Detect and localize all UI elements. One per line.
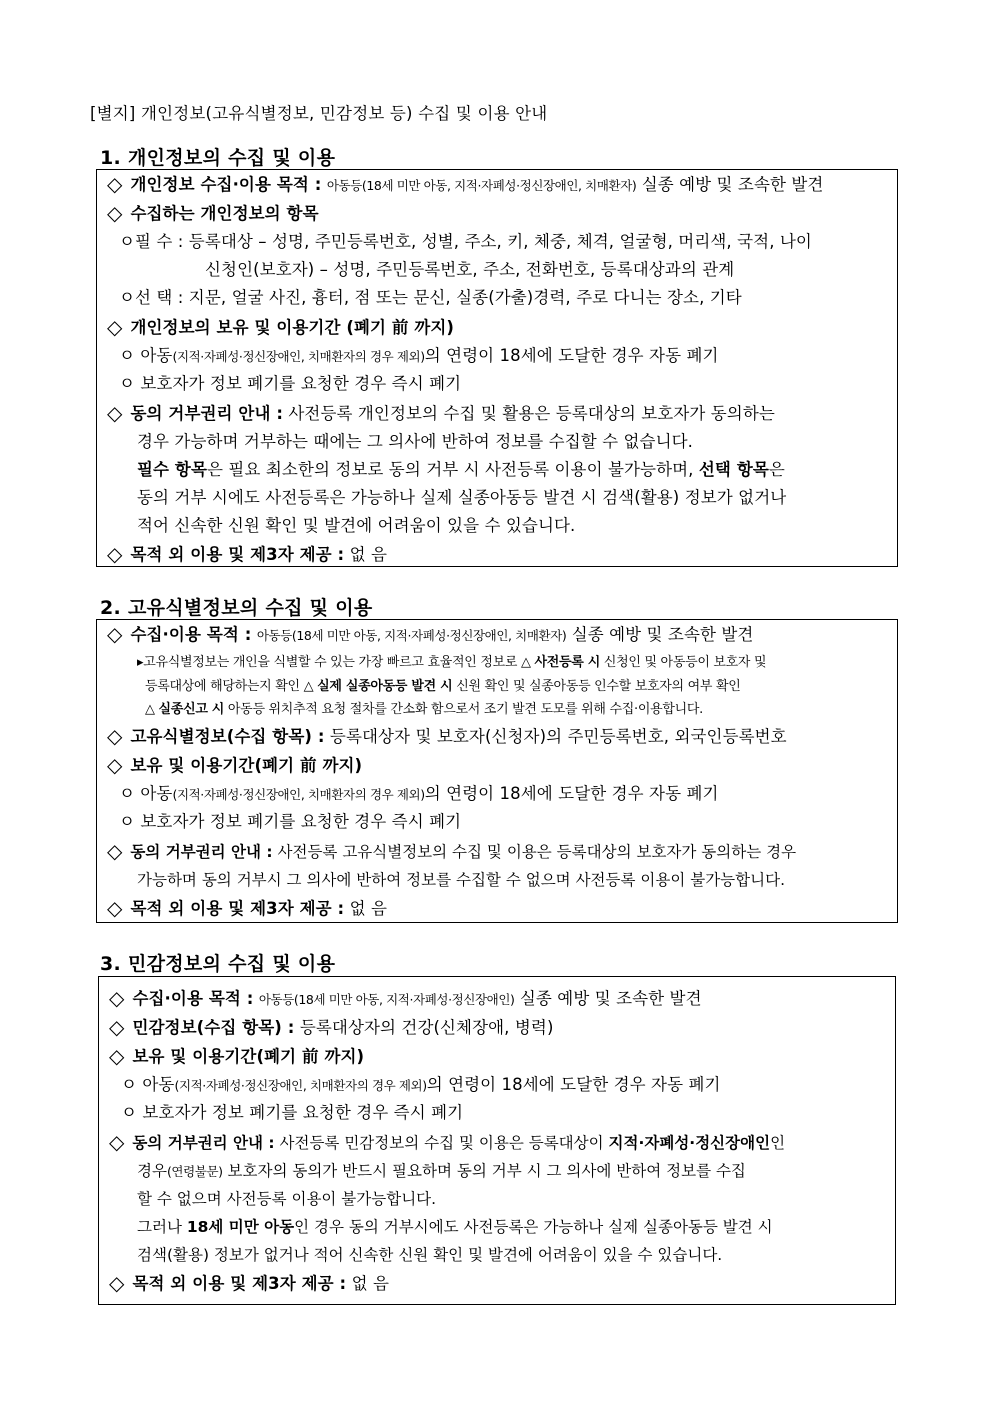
- s1-refuse-line-4: 동의 거부 시에도 사전등록은 가능하나 실제 실종아동등 발견 시 검색(활용) 정보가 없거나: [137, 488, 787, 507]
- diamond-icon: ◇: [107, 542, 123, 566]
- s2-retention-heading: ◇ 보유 및 이용기간(폐기 前 까지): [107, 753, 363, 777]
- section-3-title: 3. 민감정보의 수집 및 이용: [100, 953, 336, 975]
- diamond-icon: ◇: [109, 1044, 125, 1068]
- diamond-icon: ◇: [109, 1015, 125, 1039]
- s1-retention-2: ㅇ 보호자가 정보 폐기를 요청한 경우 즉시 폐기: [119, 374, 462, 393]
- s2-refuse-line-2: 가능하며 동의 거부시 그 의사에 반하여 정보를 수집할 수 없으며 사전등록 이용이 불가능합니다.: [137, 871, 786, 889]
- s2-note-line-2: 등록대상에 해당하는지 확인 △ 실제 실종아동등 발견 시 신원 확인 및 실종아동등 인수할 보호자의 여부 확인: [145, 679, 741, 694]
- s3-refuse-line-5: 검색(활용) 정보가 없거나 적어 신속한 신원 확인 및 발견에 어려움이 있을 수 있습니다.: [137, 1246, 723, 1264]
- s1-refuse-line-3: 필수 항목은 필요 최소한의 정보로 동의 거부 시 사전등록 이용이 불가능하며, 선택 항목은: [137, 460, 785, 479]
- s3-refuse-line-1: ◇ 동의 거부권리 안내 : 사전등록 민감정보의 수집 및 이용은 등록대상이 지적·자폐성·정신장애인인: [109, 1130, 786, 1154]
- s2-note-line-3: △ 실종신고 시 아동등 위치추적 요청 절차를 간소화 함으로서 조기 발견 도모를 위해 수집·이용합니다.: [145, 702, 703, 717]
- s1-refuse-line-2: 경우 가능하며 거부하는 때에는 그 의사에 반하여 정보를 수집할 수 없습니다.: [137, 432, 694, 451]
- s3-refuse-line-3: 할 수 없으며 사전등록 이용이 불가능합니다.: [137, 1190, 437, 1208]
- s1-items-heading: ◇ 수집하는 개인정보의 항목: [107, 201, 319, 225]
- s1-required-line-2: 신청인(보호자) – 성명, 주민등록번호, 주소, 전화번호, 등록대상과의 관계: [205, 260, 735, 279]
- s3-retention-heading: ◇ 보유 및 이용기간(폐기 前 까지): [109, 1044, 365, 1068]
- section-2-title: 2. 고유식별정보의 수집 및 이용: [100, 597, 373, 619]
- diamond-icon: ◇: [107, 896, 123, 920]
- diamond-icon: ◇: [107, 753, 123, 777]
- diamond-icon: ◇: [109, 986, 125, 1010]
- s1-required-line-1: ㅇ필 수 : 등록대상 – 성명, 주민등록번호, 성별, 주소, 키, 체중, 체격, 얼굴형, 머리색, 국적, 나이: [119, 232, 812, 251]
- s3-purpose-row: ◇ 수집·이용 목적 : 아동등(18세 미만 아동, 지적·자폐성·정신장애인) 실종 예방 및 조속한 발견: [109, 986, 702, 1010]
- diamond-icon: ◇: [107, 172, 123, 196]
- s2-third-party: ◇ 목적 외 이용 및 제3자 제공 : 없 음: [107, 896, 388, 920]
- section-1-box: [96, 169, 898, 567]
- diamond-icon: ◇: [107, 622, 123, 646]
- s2-retention-2: ㅇ 보호자가 정보 폐기를 요청한 경우 즉시 폐기: [119, 812, 462, 831]
- s3-refuse-line-2: 경우(연령불문) 보호자의 동의가 반드시 필요하며 동의 거부 시 그 의사에 반하여 정보를 수집: [137, 1162, 746, 1180]
- s1-refuse-line-5: 적어 신속한 신원 확인 및 발견에 어려움이 있을 수 있습니다.: [137, 516, 576, 535]
- s1-retention-1: ㅇ 아동(지적·자폐성·정신장애인, 치매환자의 경우 제외)의 연령이 18세에 도달한 경우 자동 폐기: [119, 346, 719, 365]
- diamond-icon: ◇: [107, 401, 123, 425]
- section-3-box: [98, 976, 896, 1305]
- page-title: [별지] 개인정보(고유식별정보, 민감정보 등) 수집 및 이용 안내: [90, 104, 548, 123]
- diamond-icon: ◇: [109, 1130, 125, 1154]
- s2-note-line-1: ▸고유식별정보는 개인을 식별할 수 있는 가장 빠르고 효율적인 정보로 △ 사전등록 시 신청인 및 아동등이 보호자 및: [137, 655, 767, 670]
- s3-third-party: ◇ 목적 외 이용 및 제3자 제공 : 없 음: [109, 1271, 390, 1295]
- s1-retention-heading: ◇ 개인정보의 보유 및 이용기간 (폐기 前 까지): [107, 315, 455, 339]
- diamond-icon: ◇: [107, 839, 123, 863]
- s3-items-row: ◇ 민감정보(수집 항목) : 등록대상자의 건강(신체장애, 병력): [109, 1015, 554, 1039]
- s1-optional-line: ㅇ선 택 : 지문, 얼굴 사진, 흉터, 점 또는 문신, 실종(가출)경력, 주로 다니는 장소, 기타: [119, 288, 742, 307]
- s1-refuse-line-1: ◇ 동의 거부권리 안내 : 사전등록 개인정보의 수집 및 활용은 등록대상의 보호자가 동의하는: [107, 401, 775, 425]
- diamond-icon: ◇: [107, 201, 123, 225]
- s3-retention-1: ㅇ 아동(지적·자폐성·정신장애인, 치매환자의 경우 제외)의 연령이 18세에 도달한 경우 자동 폐기: [121, 1075, 721, 1094]
- s2-items-row: ◇ 고유식별정보(수집 항목) : 등록대상자 및 보호자(신청자)의 주민등록번호, 외국인등록번호: [107, 724, 787, 748]
- s3-retention-2: ㅇ 보호자가 정보 폐기를 요청한 경우 즉시 폐기: [121, 1103, 464, 1122]
- s2-retention-1: ㅇ 아동(지적·자폐성·정신장애인, 치매환자의 경우 제외)의 연령이 18세에 도달한 경우 자동 폐기: [119, 784, 719, 803]
- s2-purpose-row: ◇ 수집·이용 목적 : 아동등(18세 미만 아동, 지적·자폐성·정신장애인, 치매환자) 실종 예방 및 조속한 발견: [107, 622, 754, 646]
- section-1-title: 1. 개인정보의 수집 및 이용: [100, 147, 336, 169]
- diamond-icon: ◇: [109, 1271, 125, 1295]
- diamond-icon: ◇: [107, 315, 123, 339]
- s1-third-party: ◇ 목적 외 이용 및 제3자 제공 : 없 음: [107, 542, 388, 566]
- section-2-box: [96, 619, 898, 923]
- s3-refuse-line-4: 그러나 18세 미만 아동인 경우 동의 거부시에도 사전등록은 가능하나 실제 실종아동등 발견 시: [137, 1218, 773, 1236]
- s1-purpose-row: ◇ 개인정보 수집·이용 목적 : 아동등(18세 미만 아동, 지적·자폐성·정신장애인, 치매환자) 실종 예방 및 조속한 발견: [107, 172, 824, 196]
- diamond-icon: ◇: [107, 724, 123, 748]
- s2-refuse-line-1: ◇ 동의 거부권리 안내 : 사전등록 고유식별정보의 수집 및 이용은 등록대상의 보호자가 동의하는 경우: [107, 839, 797, 863]
